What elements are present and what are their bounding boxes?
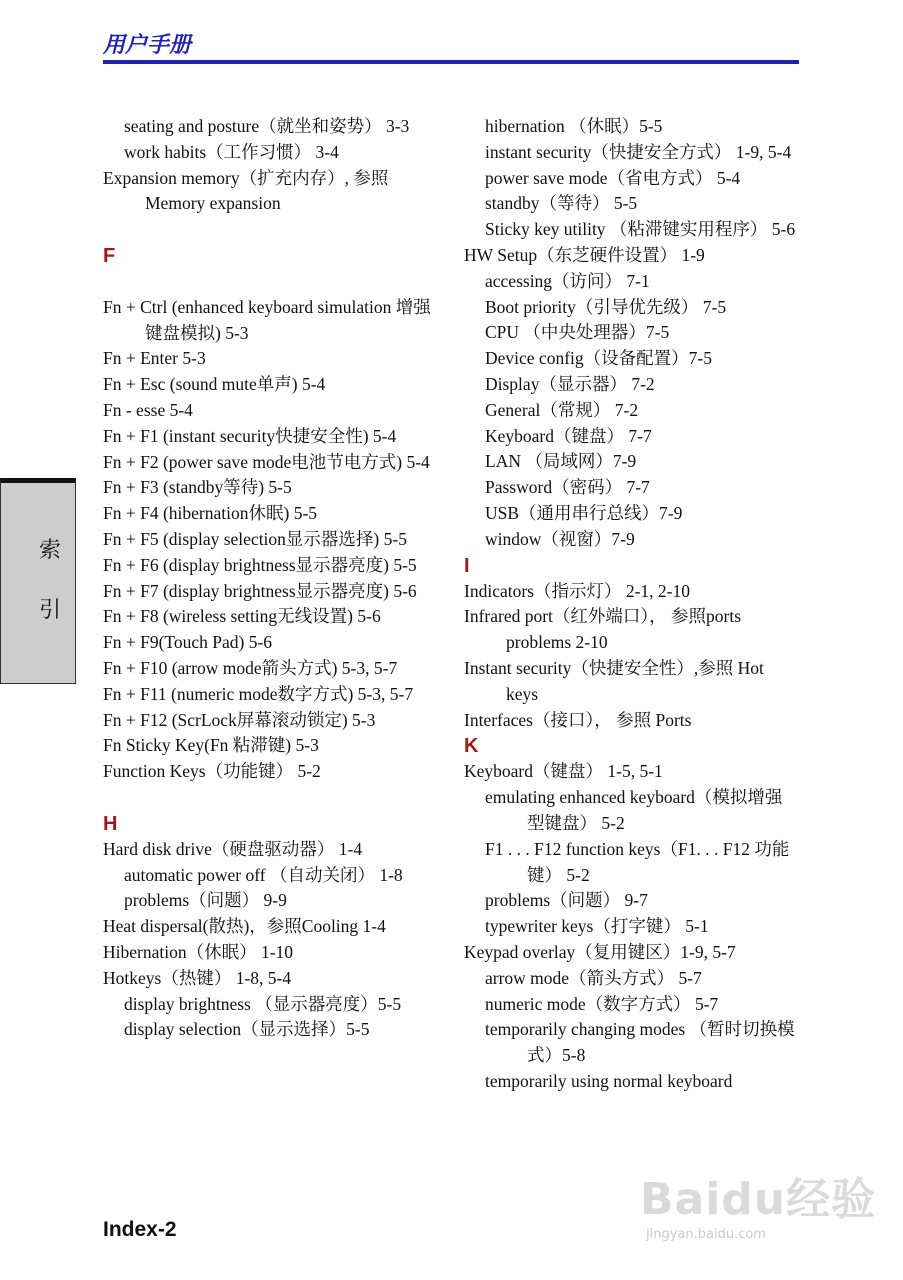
index-entry: Fn - esse 5-4 <box>103 399 193 420</box>
index-side-tab <box>0 478 76 684</box>
index-entry: Fn + F12 (ScrLock屏幕滚动锁定) 5-3 <box>103 709 376 730</box>
index-entry: Fn + F6 (display brightness显示器亮度) 5-5 <box>103 554 417 575</box>
index-entry: Expansion memory（扩充内存）, 参照 Memory expansion <box>103 167 389 214</box>
index-section-letter: H <box>103 812 118 835</box>
index-entry: Fn + F9(Touch Pad) 5-6 <box>103 632 273 653</box>
index-section-letter: F <box>103 244 116 267</box>
index-subentry: problems（问题） 9-7 <box>485 890 648 911</box>
index-subentry: automatic power off （自动关闭） 1-8 <box>124 864 403 885</box>
index-subentry: problems（问题） 9-9 <box>124 890 287 911</box>
index-entry: Fn + F1 (instant security快捷安全性) 5-4 <box>103 425 397 446</box>
index-entry: Fn + Ctrl (enhanced keyboard simulation 增强键盘模拟) 5-3 <box>103 296 431 343</box>
index-subentry: Sticky key utility （粘滞键实用程序） 5-6 <box>485 219 796 240</box>
page-number: Index-2 <box>103 1218 177 1241</box>
index-entry: Fn + F5 (display selection显示器选择) 5-5 <box>103 528 407 549</box>
index-entry: Fn + F7 (display brightness显示器亮度) 5-6 <box>103 580 417 601</box>
spacer <box>103 269 438 295</box>
index-subentry: Keyboard（键盘） 7-7 <box>485 425 652 446</box>
index-entry: Fn + Esc (sound mute单声) 5-4 <box>103 374 326 395</box>
index-subentry: power save mode（省电方式） 5-4 <box>485 167 741 188</box>
index-subentry: USB（通用串行总线）7-9 <box>485 502 683 523</box>
index-entry: HW Setup（东芝硬件设置） 1-9 <box>464 244 705 265</box>
index-column-left <box>103 114 438 1043</box>
index-entry: Fn + F8 (wireless setting无线设置) 5-6 <box>103 606 381 627</box>
watermark-logo-text: Baidu经验 <box>640 1174 877 1225</box>
index-subentry: CPU （中央处理器）7-5 <box>485 322 670 343</box>
index-entry: Hotkeys（热键） 1-8, 5-4 <box>103 967 292 988</box>
index-entry: Keyboard（键盘） 1-5, 5-1 <box>464 761 663 782</box>
index-subentry: LAN （局域网）7-9 <box>485 451 637 472</box>
index-subentry: temporarily changing modes （暂时切换模式）5-8 <box>485 1019 795 1066</box>
index-subentry: Display（显示器） 7-2 <box>485 373 655 394</box>
index-entry: Hibernation（休眠） 1-10 <box>103 941 294 962</box>
index-entry: Fn + F3 (standby等待) 5-5 <box>103 477 292 498</box>
index-entry: Indicators（指示灯） 2-1, 2-10 <box>464 580 691 601</box>
index-subentry: hibernation （休眠）5-5 <box>485 116 663 136</box>
index-subentry: emulating enhanced keyboard（模拟增强型键盘） 5-2 <box>485 787 783 833</box>
index-subentry: work habits（工作习惯） 3-4 <box>124 141 339 162</box>
index-section-letter: K <box>464 735 479 758</box>
index-subentry: General（常规） 7-2 <box>485 399 639 420</box>
header-rule <box>103 60 799 64</box>
index-entry: Infrared port（红外端口）， 参照ports problems 2-10 <box>464 606 742 653</box>
spacer <box>103 785 438 811</box>
baidu-watermark <box>640 1163 876 1242</box>
index-entry: Function Keys（功能键） 5-2 <box>103 761 321 782</box>
index-subentry: Boot priority（引导优先级） 7-5 <box>485 296 727 317</box>
watermark-url: jingyan.baidu.com <box>646 1227 766 1242</box>
page-header-title: 用户手册 <box>103 33 192 58</box>
index-entry: Instant security（快捷安全性）,参照 Hot keys <box>464 657 764 704</box>
index-column-right <box>464 114 799 1095</box>
index-subentry: display selection（显示选择）5-5 <box>124 1019 370 1040</box>
index-entry: Fn + F2 (power save mode电池节电方式) 5-4 <box>103 451 430 472</box>
index-subentry: Device config（设备配置）7-5 <box>485 348 712 369</box>
index-section-letter: I <box>464 554 470 577</box>
index-subentry: F1 . . . F12 function keys（F1. . . F12 功能键） 5-2 <box>485 838 790 885</box>
index-subentry: arrow mode（箭头方式） 5-7 <box>485 967 702 988</box>
index-subentry: accessing（访问） 7-1 <box>485 270 650 291</box>
index-subentry: temporarily using normal keyboard <box>485 1070 733 1091</box>
index-entry: Fn + Enter 5-3 <box>103 348 206 369</box>
index-entry: Fn + F11 (numeric mode数字方式) 5-3, 5-7 <box>103 683 414 704</box>
index-entry: Interfaces（接口）， 参照 Ports <box>464 709 692 730</box>
index-entry: Hard disk drive（硬盘驱动器） 1-4 <box>103 838 363 859</box>
index-entry: Fn + F4 (hibernation休眠) 5-5 <box>103 503 318 524</box>
index-subentry: window（视窗）7-9 <box>485 528 635 549</box>
index-entry: Fn + F10 (arrow mode箭头方式) 5-3, 5-7 <box>103 657 398 678</box>
index-entry: Fn Sticky Key(Fn 粘滞键) 5-3 <box>103 735 319 756</box>
index-subentry: numeric mode（数字方式） 5-7 <box>485 993 719 1014</box>
index-subentry: standby（等待） 5-5 <box>485 193 638 214</box>
side-tab-char-1: 索 <box>39 538 62 563</box>
index-subentry: instant security（快捷安全方式） 1-9, 5-4 <box>485 141 792 162</box>
index-subentry: typewriter keys（打字键） 5-1 <box>485 916 709 937</box>
index-entry: Keypad overlay（复用键区）1-9, 5-7 <box>464 941 736 962</box>
index-entry: Heat dispersal(散热)，参照Cooling 1-4 <box>103 916 386 937</box>
spacer <box>103 217 438 243</box>
index-subentry: Password（密码） 7-7 <box>485 477 650 498</box>
index-subentry: seating and posture（就坐和姿势） 3-3 <box>124 116 410 136</box>
index-subentry: display brightness （显示器亮度）5-5 <box>124 993 402 1014</box>
side-tab-char-2: 引 <box>39 598 62 623</box>
